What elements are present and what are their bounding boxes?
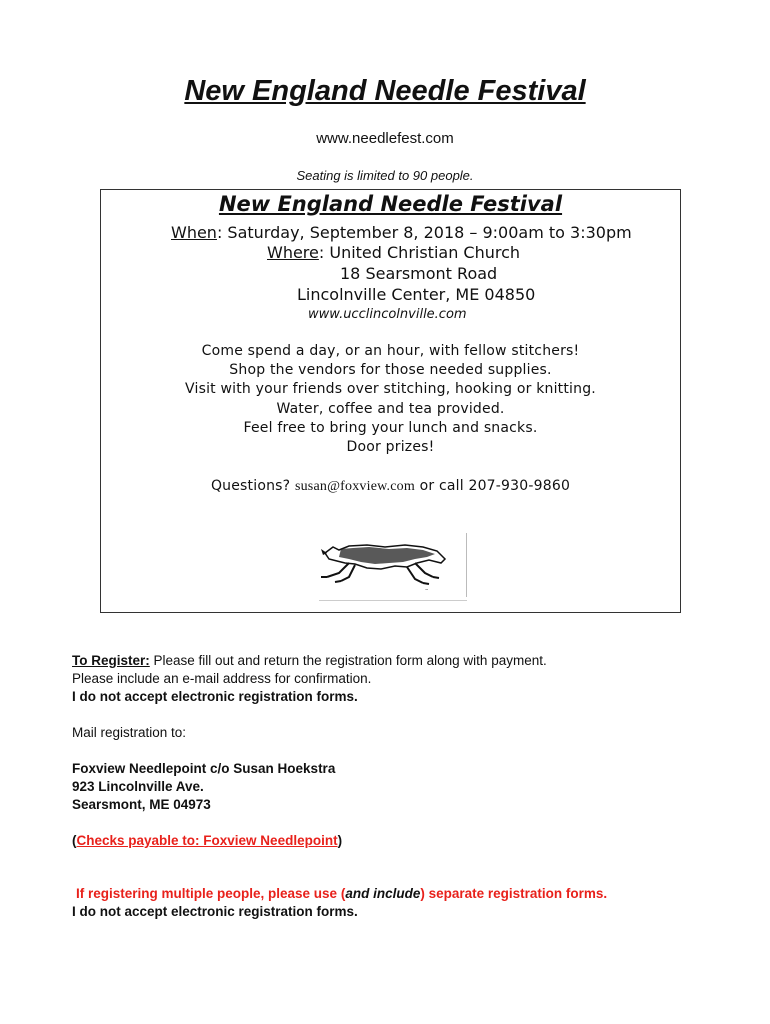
image-border [466, 533, 467, 597]
paren-open: ( [72, 833, 77, 848]
checks-line [72, 833, 342, 848]
checks-payable: Checks payable to: Foxview Needlepoint [76, 833, 338, 848]
where-value: : United Christian Church [318, 243, 521, 262]
fox-illustration [319, 533, 467, 601]
register-label: To Register: [72, 653, 150, 668]
info-line: Shop the vendors for those needed supplies. [229, 362, 552, 378]
multi-text-a: If registering multiple people, please use ( [76, 886, 346, 901]
final-note: I do not accept electronic registration forms. [72, 904, 358, 919]
when-value: : Saturday, September 8, 2018 – 9:00am to 3:30pm [216, 223, 632, 242]
mail-address-line-2: 923 Lincolnville Ave. [72, 779, 204, 794]
multiple-registration-note [76, 886, 607, 901]
mail-label: Mail registration to: [72, 725, 187, 740]
info-line: Feel free to bring your lunch and snacks. [243, 420, 538, 436]
when-line [171, 223, 632, 242]
when-label: When [171, 223, 217, 242]
page-title: New England Needle Festival [184, 75, 586, 107]
contact-phone: or call 207-930-9860 [419, 478, 571, 494]
multi-text-c: ) separate registration forms. [420, 886, 608, 901]
fox-icon [319, 533, 451, 593]
register-text: Please fill out and return the registration form along with payment. [149, 653, 547, 668]
image-border [319, 600, 467, 601]
seating-note: Seating is limited to 90 people. [296, 168, 474, 183]
paren-close: ) [337, 833, 343, 848]
contact-email[interactable]: susan@foxview.com [294, 479, 415, 494]
info-line: Water, coffee and tea provided. [276, 401, 505, 417]
no-electronic-note: I do not accept electronic registration forms. [72, 689, 358, 704]
event-info-box [100, 189, 681, 613]
info-line: Door prizes! [346, 439, 435, 455]
address-line-2: Lincolnville Center, ME 04850 [297, 285, 536, 304]
mail-address-line-3: Searsmont, ME 04973 [72, 797, 211, 812]
where-label: Where [267, 243, 319, 262]
box-title: New England Needle Festival [218, 192, 563, 216]
questions-line [101, 478, 680, 495]
info-line: Visit with your friends over stitching, hooking or knitting. [185, 381, 596, 397]
multi-text-b: and include [345, 886, 421, 901]
where-line [267, 243, 520, 262]
email-note: Please include an e-mail address for confirmation. [72, 671, 372, 686]
info-line: Come spend a day, or an hour, with fellow stitchers! [201, 343, 580, 359]
address-line-1: 18 Searsmont Road [340, 264, 498, 283]
register-line [72, 653, 547, 668]
questions-label: Questions? [210, 478, 291, 494]
website-link[interactable]: www.needlefest.com [316, 130, 454, 147]
svg-text:~: ~ [425, 587, 429, 592]
church-website[interactable]: www.ucclincolnville.com [308, 307, 467, 322]
mail-address-line-1: Foxview Needlepoint c/o Susan Hoekstra [72, 761, 336, 776]
